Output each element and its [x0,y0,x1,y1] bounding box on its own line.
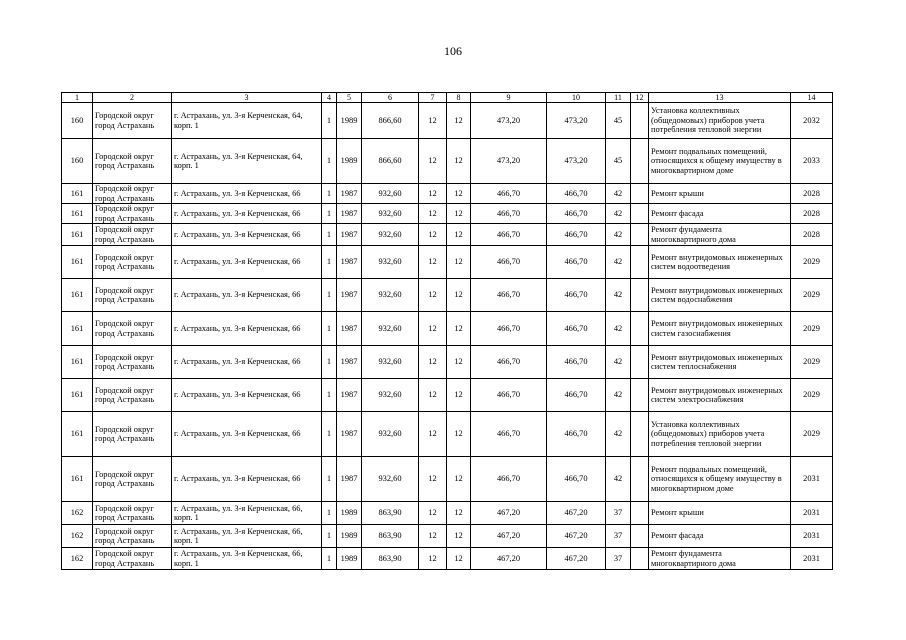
cell-col-7: 12 [419,412,447,457]
table-row [62,346,833,379]
cell-planned-year: 2031 [791,502,833,525]
table-row [62,246,833,279]
cell-col-10: 466,70 [547,279,606,312]
cell-planned-year: 2029 [791,279,833,312]
cell-area: 932,60 [362,312,419,346]
cell-municipality: Городской округ город Астрахань [93,502,172,525]
table-row [62,379,833,412]
cell-planned-year: 2029 [791,312,833,346]
cell-work-type: Ремонт внутридомовых инженерных систем водоотведения [649,246,791,279]
header-row [62,93,833,103]
cell-col-7: 12 [419,312,447,346]
cell-col-10: 466,70 [547,204,606,224]
header-cell-row-number: 1 [62,93,93,103]
cell-year: 1989 [337,548,362,570]
cell-col-11: 42 [606,379,631,412]
cell-col-7: 12 [419,184,447,204]
cell-col-10: 473,20 [547,139,606,184]
cell-col-12 [631,103,649,139]
cell-year: 1987 [337,246,362,279]
header-cell-col-4: 4 [322,93,337,103]
cell-col-9: 473,20 [471,139,547,184]
cell-work-type: Ремонт внутридомовых инженерных систем водоснабжения [649,279,791,312]
cell-col-4: 1 [322,346,337,379]
table-row [62,412,833,457]
cell-address: г. Астрахань, ул. 3-я Керченская, 66 [172,346,322,379]
cell-col-9: 467,20 [471,525,547,548]
cell-col-10: 466,70 [547,312,606,346]
header-cell-area: 6 [362,93,419,103]
cell-area: 863,90 [362,548,419,570]
cell-year: 1987 [337,224,362,246]
cell-area: 866,60 [362,139,419,184]
cell-col-8: 12 [447,457,471,502]
cell-col-8: 12 [447,224,471,246]
cell-col-11: 42 [606,312,631,346]
cell-col-8: 12 [447,379,471,412]
cell-col-12 [631,246,649,279]
cell-area: 932,60 [362,412,419,457]
cell-year: 1987 [337,279,362,312]
cell-year: 1987 [337,204,362,224]
cell-address: г. Астрахань, ул. 3-я Керченская, 66 [172,379,322,412]
cell-municipality: Городской округ город Астрахань [93,103,172,139]
cell-area: 866,60 [362,103,419,139]
cell-row-number: 161 [62,412,93,457]
cell-col-7: 12 [419,379,447,412]
cell-col-12 [631,346,649,379]
header-cell-col-9: 9 [471,93,547,103]
header-cell-municipality: 2 [93,93,172,103]
cell-address: г. Астрахань, ул. 3-я Керченская, 66 [172,457,322,502]
cell-row-number: 160 [62,139,93,184]
cell-col-10: 466,70 [547,346,606,379]
cell-col-10: 466,70 [547,246,606,279]
cell-address: г. Астрахань, ул. 3-я Керченская, 66, корп. 1 [172,525,322,548]
cell-work-type: Ремонт фасада [649,525,791,548]
cell-col-8: 12 [447,346,471,379]
cell-municipality: Городской округ город Астрахань [93,312,172,346]
cell-municipality: Городской округ город Астрахань [93,548,172,570]
cell-year: 1987 [337,184,362,204]
cell-col-9: 466,70 [471,412,547,457]
cell-area: 932,60 [362,224,419,246]
cell-municipality: Городской округ город Астрахань [93,379,172,412]
cell-year: 1989 [337,502,362,525]
cell-col-9: 466,70 [471,346,547,379]
cell-planned-year: 2033 [791,139,833,184]
cell-address: г. Астрахань, ул. 3-я Керченская, 66 [172,184,322,204]
table-row [62,279,833,312]
cell-work-type: Ремонт крыши [649,502,791,525]
cell-area: 932,60 [362,204,419,224]
cell-municipality: Городской округ город Астрахань [93,525,172,548]
cell-planned-year: 2028 [791,224,833,246]
cell-col-4: 1 [322,279,337,312]
cell-address: г. Астрахань, ул. 3-я Керченская, 66 [172,246,322,279]
cell-col-8: 12 [447,412,471,457]
cell-col-9: 466,70 [471,457,547,502]
cell-address: г. Астрахань, ул. 3-я Керченская, 66 [172,224,322,246]
cell-work-type: Ремонт фундамента многоквартирного дома [649,224,791,246]
cell-col-7: 12 [419,279,447,312]
cell-col-7: 12 [419,204,447,224]
cell-col-10: 466,70 [547,184,606,204]
cell-col-10: 467,20 [547,502,606,525]
header-cell-address: 3 [172,93,322,103]
cell-planned-year: 2028 [791,204,833,224]
cell-area: 932,60 [362,184,419,204]
cell-col-7: 12 [419,103,447,139]
cell-col-9: 467,20 [471,502,547,525]
table-row [62,502,833,525]
cell-col-11: 45 [606,103,631,139]
table-row [62,312,833,346]
table-row [62,103,833,139]
cell-col-8: 12 [447,184,471,204]
header-cell-col-12: 12 [631,93,649,103]
cell-year: 1989 [337,139,362,184]
capital-repair-table [61,92,833,570]
cell-planned-year: 2029 [791,346,833,379]
cell-area: 863,90 [362,525,419,548]
cell-col-10: 473,20 [547,103,606,139]
cell-col-11: 42 [606,184,631,204]
cell-address: г. Астрахань, ул. 3-я Керченская, 66 [172,279,322,312]
cell-row-number: 161 [62,379,93,412]
cell-work-type: Ремонт внутридомовых инженерных систем теплоснабжения [649,346,791,379]
cell-col-11: 37 [606,502,631,525]
cell-col-9: 466,70 [471,379,547,412]
cell-work-type: Установка коллективных (общедомовых) приборов учета потребления тепловой энергии [649,103,791,139]
cell-col-4: 1 [322,412,337,457]
cell-work-type: Ремонт фундамента многоквартирного дома [649,548,791,570]
cell-col-4: 1 [322,246,337,279]
cell-col-11: 42 [606,279,631,312]
cell-year: 1989 [337,525,362,548]
cell-col-4: 1 [322,525,337,548]
cell-col-11: 42 [606,224,631,246]
cell-col-8: 12 [447,548,471,570]
cell-municipality: Городской округ город Астрахань [93,204,172,224]
cell-col-9: 466,70 [471,204,547,224]
cell-col-12 [631,457,649,502]
cell-col-9: 466,70 [471,312,547,346]
cell-col-7: 12 [419,224,447,246]
header-cell-planned-year: 14 [791,93,833,103]
cell-col-8: 12 [447,103,471,139]
cell-municipality: Городской округ город Астрахань [93,224,172,246]
cell-row-number: 161 [62,224,93,246]
cell-planned-year: 2029 [791,379,833,412]
cell-work-type: Ремонт крыши [649,184,791,204]
cell-col-7: 12 [419,246,447,279]
cell-planned-year: 2031 [791,525,833,548]
cell-col-11: 45 [606,139,631,184]
cell-address: г. Астрахань, ул. 3-я Керченская, 64, корп. 1 [172,103,322,139]
cell-year: 1987 [337,346,362,379]
table-row [62,525,833,548]
cell-row-number: 161 [62,184,93,204]
cell-col-12 [631,379,649,412]
cell-col-4: 1 [322,224,337,246]
cell-work-type: Ремонт фасада [649,204,791,224]
cell-col-4: 1 [322,502,337,525]
cell-area: 863,90 [362,502,419,525]
cell-municipality: Городской округ город Астрахань [93,412,172,457]
cell-work-type: Установка коллективных (общедомовых) приборов учета потребления тепловой энергии [649,412,791,457]
cell-row-number: 160 [62,103,93,139]
cell-col-9: 467,20 [471,548,547,570]
header-cell-col-11: 11 [606,93,631,103]
cell-work-type: Ремонт внутридомовых инженерных систем электроснабжения [649,379,791,412]
cell-area: 932,60 [362,346,419,379]
cell-planned-year: 2028 [791,184,833,204]
cell-address: г. Астрахань, ул. 3-я Керченская, 66 [172,312,322,346]
cell-col-12 [631,184,649,204]
table-row [62,548,833,570]
cell-planned-year: 2029 [791,246,833,279]
table-row [62,204,833,224]
cell-col-11: 37 [606,525,631,548]
cell-municipality: Городской округ город Астрахань [93,246,172,279]
cell-col-8: 12 [447,139,471,184]
cell-area: 932,60 [362,379,419,412]
cell-col-9: 466,70 [471,279,547,312]
cell-col-11: 42 [606,457,631,502]
cell-col-4: 1 [322,204,337,224]
cell-row-number: 161 [62,346,93,379]
cell-col-7: 12 [419,548,447,570]
cell-col-4: 1 [322,379,337,412]
cell-col-12 [631,224,649,246]
cell-work-type: Ремонт внутридомовых инженерных систем газоснабжения [649,312,791,346]
cell-col-8: 12 [447,204,471,224]
header-cell-col-8: 8 [447,93,471,103]
cell-area: 932,60 [362,279,419,312]
cell-col-10: 467,20 [547,548,606,570]
cell-col-9: 466,70 [471,246,547,279]
cell-row-number: 161 [62,457,93,502]
cell-col-11: 37 [606,548,631,570]
cell-area: 932,60 [362,457,419,502]
cell-col-7: 12 [419,457,447,502]
cell-address: г. Астрахань, ул. 3-я Керченская, 66 [172,204,322,224]
cell-planned-year: 2032 [791,103,833,139]
cell-col-8: 12 [447,279,471,312]
cell-col-11: 42 [606,346,631,379]
cell-col-7: 12 [419,346,447,379]
cell-row-number: 162 [62,525,93,548]
cell-area: 932,60 [362,246,419,279]
cell-col-4: 1 [322,103,337,139]
table-row [62,457,833,502]
cell-planned-year: 2029 [791,412,833,457]
cell-col-10: 466,70 [547,379,606,412]
cell-address: г. Астрахань, ул. 3-я Керченская, 64, корп. 1 [172,139,322,184]
cell-col-4: 1 [322,139,337,184]
cell-col-10: 467,20 [547,525,606,548]
cell-row-number: 161 [62,246,93,279]
page-number: 106 [444,44,462,58]
cell-col-12 [631,412,649,457]
cell-row-number: 161 [62,204,93,224]
cell-col-4: 1 [322,548,337,570]
cell-col-11: 42 [606,412,631,457]
cell-col-8: 12 [447,312,471,346]
cell-col-12 [631,312,649,346]
cell-planned-year: 2031 [791,548,833,570]
cell-address: г. Астрахань, ул. 3-я Керченская, 66, корп. 1 [172,548,322,570]
cell-col-10: 466,70 [547,412,606,457]
cell-col-8: 12 [447,246,471,279]
cell-work-type: Ремонт подвальных помещений, относящихся к общему имуществу в многоквартирном доме [649,139,791,184]
cell-col-9: 466,70 [471,184,547,204]
header-cell-year: 5 [337,93,362,103]
header-cell-col-10: 10 [547,93,606,103]
table-row [62,224,833,246]
cell-col-4: 1 [322,184,337,204]
cell-row-number: 162 [62,548,93,570]
cell-col-7: 12 [419,139,447,184]
cell-work-type: Ремонт подвальных помещений, относящихся к общему имуществу в многоквартирном доме [649,457,791,502]
cell-year: 1987 [337,412,362,457]
cell-col-12 [631,548,649,570]
cell-col-12 [631,139,649,184]
cell-row-number: 161 [62,312,93,346]
cell-row-number: 162 [62,502,93,525]
header-cell-col-7: 7 [419,93,447,103]
cell-year: 1989 [337,103,362,139]
cell-col-4: 1 [322,312,337,346]
cell-col-9: 473,20 [471,103,547,139]
cell-col-10: 466,70 [547,457,606,502]
cell-col-10: 466,70 [547,224,606,246]
cell-col-8: 12 [447,525,471,548]
cell-year: 1987 [337,312,362,346]
cell-address: г. Астрахань, ул. 3-я Керченская, 66, корп. 1 [172,502,322,525]
cell-row-number: 161 [62,279,93,312]
cell-municipality: Городской округ город Астрахань [93,279,172,312]
cell-col-12 [631,525,649,548]
cell-municipality: Городской округ город Астрахань [93,346,172,379]
cell-col-9: 466,70 [471,224,547,246]
cell-year: 1987 [337,379,362,412]
cell-planned-year: 2031 [791,457,833,502]
cell-col-11: 42 [606,204,631,224]
cell-col-11: 42 [606,246,631,279]
header-cell-work-type: 13 [649,93,791,103]
cell-municipality: Городской округ город Астрахань [93,457,172,502]
cell-year: 1987 [337,457,362,502]
cell-address: г. Астрахань, ул. 3-я Керченская, 66 [172,412,322,457]
cell-municipality: Городской округ город Астрахань [93,184,172,204]
cell-col-4: 1 [322,457,337,502]
cell-col-7: 12 [419,502,447,525]
cell-col-8: 12 [447,502,471,525]
table-row [62,184,833,204]
cell-col-12 [631,204,649,224]
cell-col-7: 12 [419,525,447,548]
cell-municipality: Городской округ город Астрахань [93,139,172,184]
cell-col-12 [631,279,649,312]
cell-col-12 [631,502,649,525]
table-row [62,139,833,184]
